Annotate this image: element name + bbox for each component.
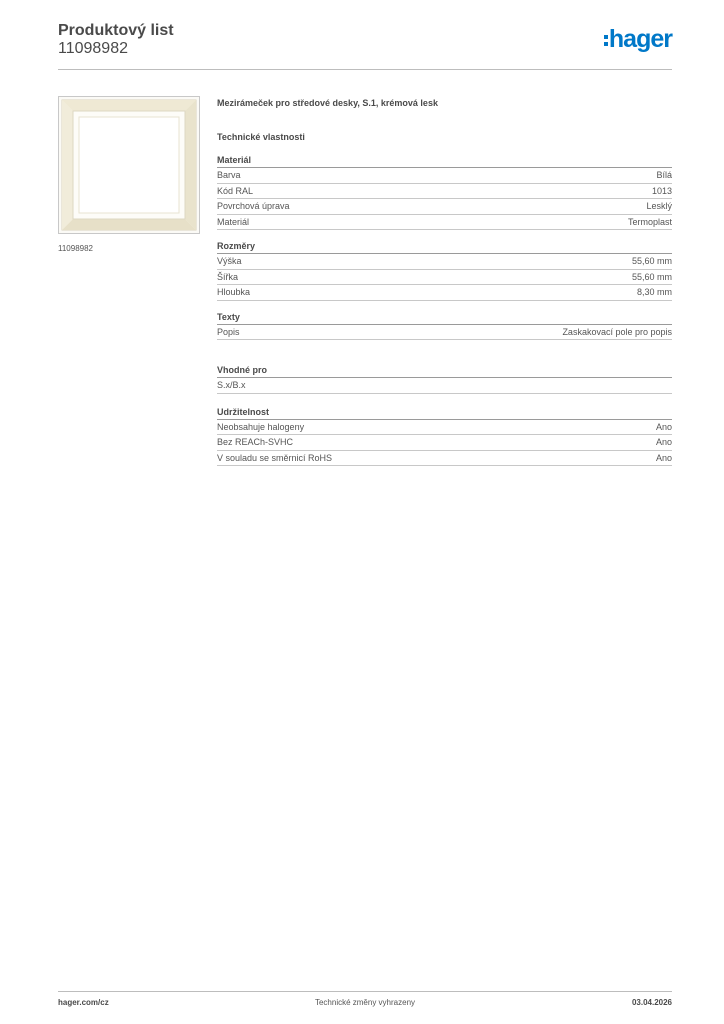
product-details <box>217 96 672 466</box>
table-row <box>217 168 672 184</box>
row-label: Výška <box>217 256 242 266</box>
product-name: Mezirámeček pro středové desky, S.1, krémová lesk <box>217 98 438 108</box>
row-label: Popis <box>217 326 240 337</box>
table-row <box>217 254 672 270</box>
row-value: Ano <box>655 421 672 432</box>
section-sustainability <box>217 406 672 467</box>
section-dimensions <box>217 240 672 301</box>
row-value: 55,60 mm <box>631 271 672 282</box>
row-value: Ano <box>655 437 672 447</box>
row-value: Ano <box>655 452 672 463</box>
section-suitable-for <box>217 364 672 394</box>
logo-dots-icon <box>604 35 608 46</box>
footer-notice: Technické změny vyhrazeny <box>314 998 416 1007</box>
section-title: Vhodné pro <box>217 364 672 378</box>
section-texts <box>217 311 672 341</box>
logo-text: hager <box>608 25 672 53</box>
row-label: Hloubka <box>217 287 251 297</box>
hager-logo <box>604 26 672 52</box>
row-value: 8,30 mm <box>636 287 672 297</box>
section-title: Udržitelnost <box>217 406 672 420</box>
footer-divider <box>58 991 672 992</box>
product-number: 11098982 <box>58 40 128 57</box>
row-label: Povrchová úprava <box>217 201 290 211</box>
table-row <box>217 325 672 341</box>
row-label: Materiál <box>217 216 250 227</box>
row-value: 55,60 mm <box>631 256 672 266</box>
section-title: Materiál <box>217 154 672 168</box>
table-row <box>217 184 672 200</box>
row-value: Zaskakovací pole pro popis <box>562 326 672 337</box>
table-row <box>217 199 672 215</box>
row-label: Bez REACh-SVHC <box>217 437 294 447</box>
row-value: 1013 <box>651 185 672 196</box>
row-value: Bílá <box>656 170 672 180</box>
footer-date: 03.04.2026 <box>631 998 672 1007</box>
footer-website-link[interactable]: hager.com/cz <box>58 998 109 1007</box>
table-row <box>217 285 672 301</box>
technical-properties-title: Technické vlastnosti <box>217 132 305 142</box>
table-row <box>217 435 672 451</box>
section-title: Rozměry <box>217 240 672 254</box>
row-label: Kód RAL <box>217 185 254 196</box>
row-label: V souladu se směrnicí RoHS <box>217 452 333 463</box>
row-label: Šířka <box>217 271 239 282</box>
page-header <box>58 20 672 70</box>
image-caption: 11098982 <box>58 244 93 253</box>
table-row <box>217 420 672 436</box>
row-value: Lesklý <box>646 201 672 211</box>
table-row <box>217 378 672 394</box>
section-title: Texty <box>217 311 672 325</box>
header-divider <box>58 69 672 70</box>
page-footer <box>58 998 672 1010</box>
row-value: Termoplast <box>627 216 672 227</box>
table-row <box>217 215 672 231</box>
product-frame-image <box>58 96 200 234</box>
section-material <box>217 154 672 230</box>
row-label: S.x/B.x <box>217 380 246 390</box>
page-title: Produktový list <box>58 22 174 39</box>
table-row <box>217 451 672 467</box>
row-label: Barva <box>217 170 241 180</box>
row-label: Neobsahuje halogeny <box>217 421 305 432</box>
frame-illustration <box>59 97 199 233</box>
table-row <box>217 270 672 286</box>
